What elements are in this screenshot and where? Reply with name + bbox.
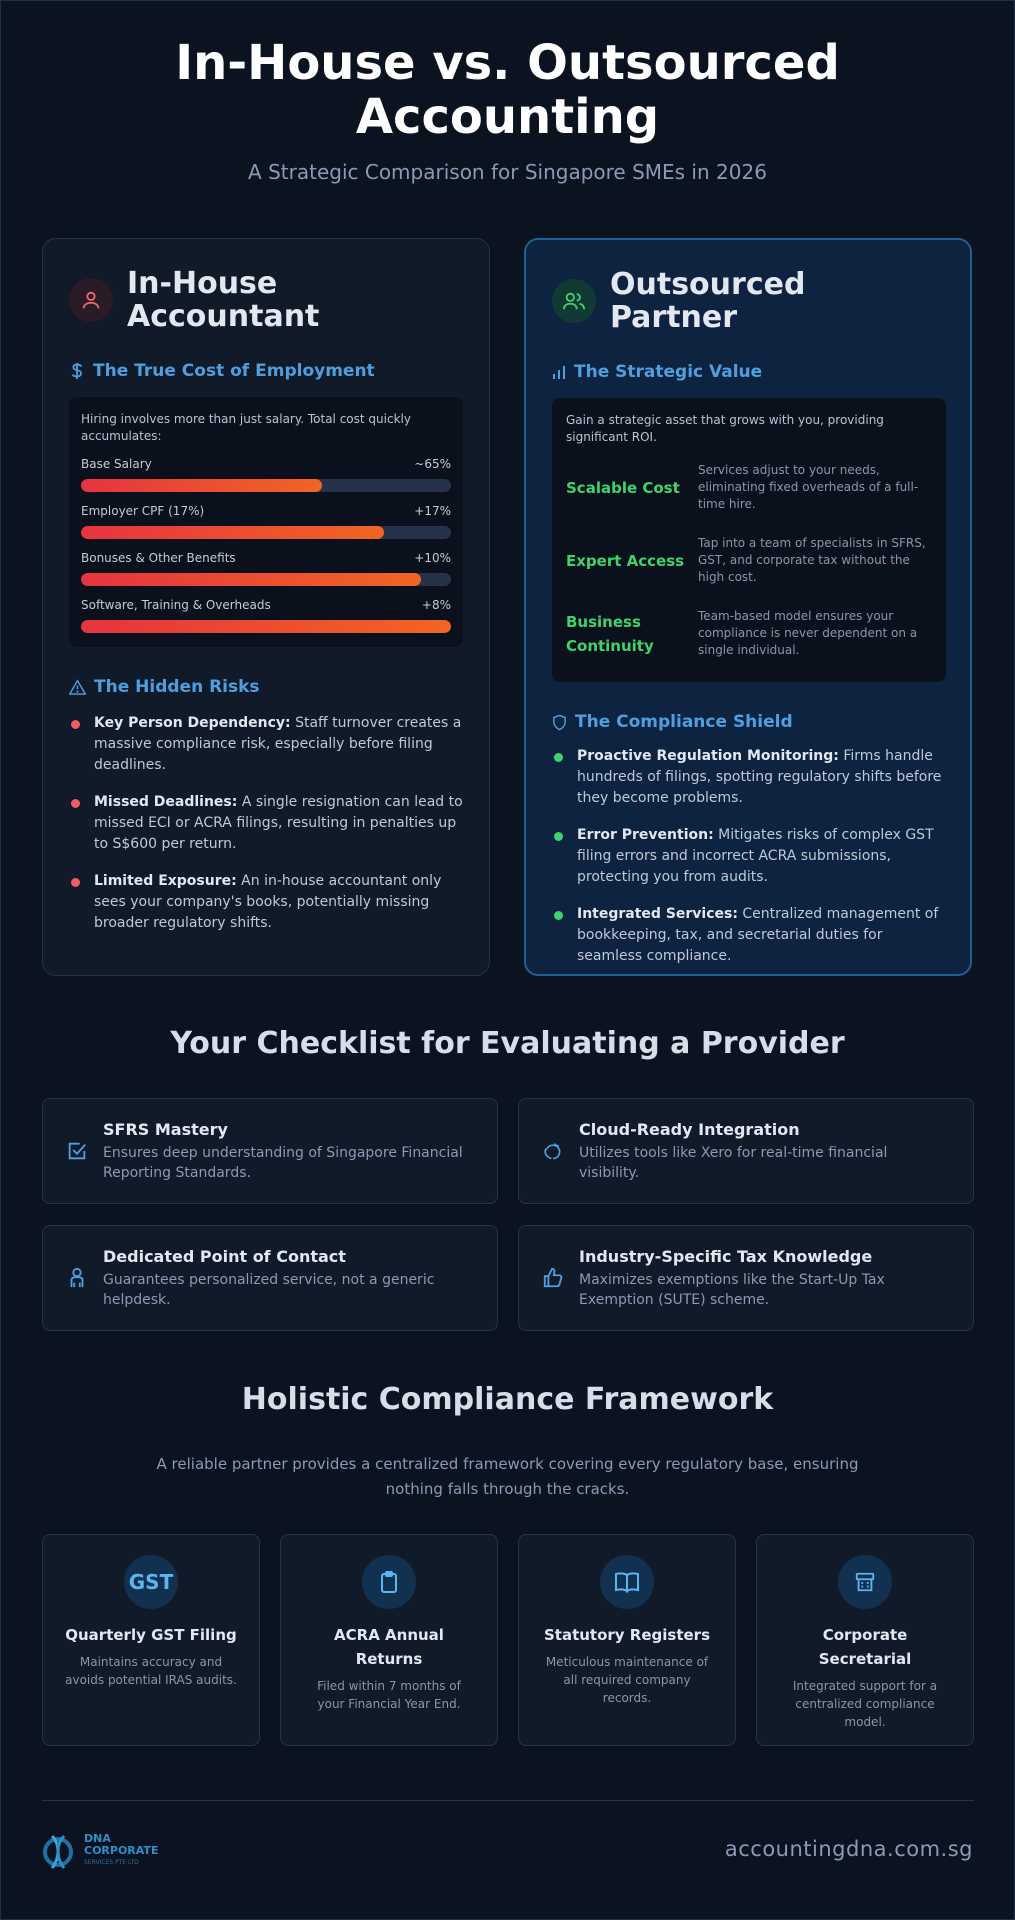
thumbs-up-icon	[519, 1267, 579, 1289]
framework-tile: Statutory Registers Meticulous maintenance of all required company records.	[518, 1534, 736, 1746]
user-icon	[69, 278, 113, 322]
framework-tile: Corporate Secretarial Integrated support for a centralized compliance model.	[756, 1534, 974, 1746]
cost-bar	[81, 526, 451, 539]
dna-logo-icon	[42, 1830, 78, 1872]
value-row: Business Continuity Team-based model ensures your compliance is never dependent on a single individual.	[566, 609, 918, 657]
dollar-icon	[69, 362, 85, 380]
cost-heading: The True Cost of Employment	[69, 361, 375, 381]
list-item: Missed Deadlines: A single resignation can lead to missed ECI or ACRA filings, resulting in penalties up to S$600 per return.	[69, 792, 465, 855]
cloud-icon	[519, 1141, 579, 1161]
printer-icon	[838, 1555, 892, 1609]
framework-title: Holistic Compliance Framework	[241, 1382, 774, 1417]
checklist-card: Industry-Specific Tax Knowledge Maximizes exemptions like the Start-Up Tax Exemption (SUTE) scheme.	[518, 1225, 974, 1331]
cost-bar-row: Software, Training & Overheads +8%	[81, 598, 451, 633]
checkbox-icon	[43, 1140, 103, 1162]
in-house-card-header	[69, 267, 427, 333]
shield-list	[552, 746, 948, 983]
company-logo: DNA CORPORATE SERVICES PTE LTD	[42, 1830, 158, 1872]
footer-divider	[42, 1800, 974, 1801]
cost-breakdown	[69, 397, 463, 647]
cost-bar	[81, 573, 451, 586]
list-item: Key Person Dependency: Staff turnover creates a massive compliance risk, especially before filing deadlines.	[69, 713, 465, 776]
checklist-card: SFRS Mastery Ensures deep understanding of Singapore Financial Reporting Standards.	[42, 1098, 498, 1204]
checklist-title: Your Checklist for Evaluating a Provider	[170, 1026, 845, 1061]
outsourced-title: Outsourced Partner	[610, 267, 806, 335]
cost-bar-fill	[81, 620, 451, 633]
list-item: Error Prevention: Mitigates risks of complex GST filing errors and incorrect ACRA submissions, protecting you from audits.	[552, 825, 948, 888]
value-intro: Gain a strategic asset that grows with you, providing significant ROI.	[566, 413, 884, 444]
framework-tile: ACRA Annual Returns Filed within 7 months of your Financial Year End.	[280, 1534, 498, 1746]
cost-bar-row: Bonuses & Other Benefits +10%	[81, 551, 451, 586]
checklist-card: Dedicated Point of Contact Guarantees personalized service, not a generic helpdesk.	[42, 1225, 498, 1331]
value-heading: The Strategic Value	[552, 362, 762, 382]
cost-intro: Hiring involves more than just salary. Total cost quickly accumulates:	[81, 412, 411, 443]
cost-bar	[81, 620, 451, 633]
list-item: Proactive Regulation Monitoring: Firms handle hundreds of filings, spotting regulatory shifts before they become problems.	[552, 746, 948, 809]
cost-bar-fill	[81, 573, 421, 586]
list-item: Integrated Services: Centralized management of bookkeeping, tax, and secretarial duties for seamless compliance.	[552, 904, 948, 967]
outsourced-card-header	[552, 268, 910, 334]
warning-icon	[69, 679, 86, 695]
in-house-card	[42, 238, 490, 976]
contact-icon	[43, 1267, 103, 1289]
outsourced-card	[524, 238, 972, 976]
gst-icon: GST	[124, 1555, 178, 1609]
risks-heading: The Hidden Risks	[69, 677, 260, 697]
value-row: Expert Access Tap into a team of specialists in SFRS, GST, and corporate tax without the high cost.	[566, 536, 926, 584]
book-icon	[600, 1555, 654, 1609]
risk-list	[69, 713, 465, 950]
framework-tile: GST Quarterly GST Filing Maintains accuracy and avoids potential IRAS audits.	[42, 1534, 260, 1746]
in-house-title: In-House Accountant	[127, 266, 320, 334]
users-icon	[552, 279, 596, 323]
cost-bar	[81, 479, 451, 492]
cost-bar-fill	[81, 526, 384, 539]
cost-bar-row: Base Salary ~65%	[81, 457, 451, 492]
value-row: Scalable Cost Services adjust to your needs, eliminating fixed overheads of a full-time hire.	[566, 463, 919, 511]
page-title: In-House vs. Outsourced Accounting	[175, 35, 840, 145]
shield-heading: The Compliance Shield	[552, 712, 793, 732]
list-item: Limited Exposure: An in-house accountant only sees your company's books, potentially missing broader regulatory shifts.	[69, 871, 465, 934]
clipboard-icon	[362, 1555, 416, 1609]
checklist-card: Cloud-Ready Integration Utilizes tools like Xero for real-time financial visibility.	[518, 1098, 974, 1204]
framework-description: A reliable partner provides a centralized framework covering every regulatory base, ensuring nothing falls through the cracks.	[156, 1455, 859, 1498]
page-subtitle: A Strategic Comparison for Singapore SMEs in 2026	[248, 160, 767, 184]
shield-icon	[552, 714, 567, 731]
cost-bar-row: Employer CPF (17%) +17%	[81, 504, 451, 539]
value-box	[552, 398, 946, 682]
header	[0, 36, 1015, 184]
website-link[interactable]: accountingdna.com.sg	[724, 1837, 973, 1861]
cost-bar-fill	[81, 479, 322, 492]
bar-chart-icon	[552, 365, 566, 379]
